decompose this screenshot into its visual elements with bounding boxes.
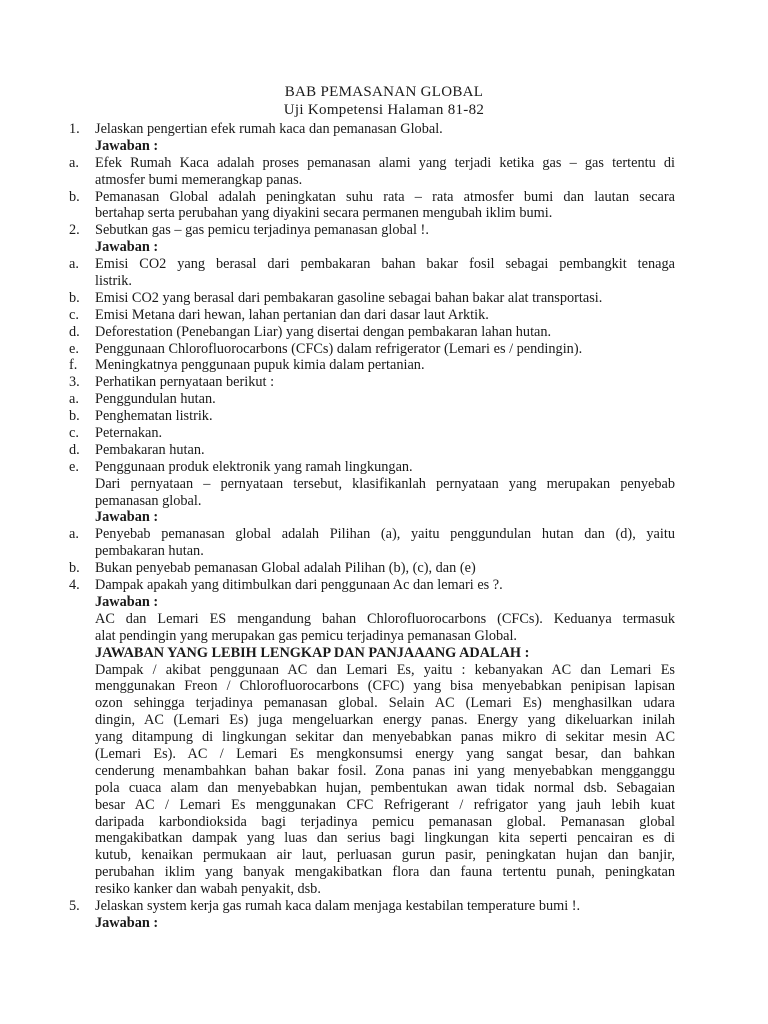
list-marker: b. (69, 560, 80, 577)
document-line (0, 628, 768, 645)
line-text: pemanasan global. (95, 492, 202, 509)
line-text: Jelaskan pengertian efek rumah kaca dan pemanasan Global. (95, 121, 443, 137)
line-text: pola cuaca alam dan menyebabkan hujan, pembentukan awan tidak normal dsb. Sebagaian (95, 779, 675, 796)
line-text: Perhatikan pernyataan berikut : (95, 374, 275, 391)
document-line (0, 780, 768, 797)
document-line (0, 915, 768, 932)
document-line (0, 594, 768, 611)
line-text: cenderung menambahkan bahan bakar fosil. Zona panas ini yang menyebabkan mengganggu (95, 762, 675, 779)
answer-heading: Jawaban : (95, 509, 159, 526)
document-line (0, 797, 768, 814)
line-text: Dari pernyataan – pernyataan tersebut, klasifikanlah pernyataan yang merupakan penyebab (95, 475, 675, 492)
document-line (0, 256, 768, 273)
document-line (0, 712, 768, 729)
list-marker: e. (69, 458, 79, 475)
document-line (0, 459, 768, 476)
document-line (0, 189, 768, 206)
line-text: dingin, AC (Lemari Es) juga mengeluarkan energy panas. Energy yang dikeluarkan inilah (95, 712, 675, 729)
document-line (0, 814, 768, 831)
line-text: Penggunaan produk elektronik yang ramah lingkungan. (95, 458, 413, 475)
line-text: Pembakaran hutan. (95, 441, 205, 458)
document-line (0, 324, 768, 341)
answer-heading: JAWABAN YANG LEBIH LENGKAP DAN PANJAAANG ADALAH : (95, 644, 530, 661)
line-text: Penggundulan hutan. (95, 391, 216, 408)
document-line (0, 509, 768, 526)
document-line (0, 476, 768, 493)
list-marker: 5. (69, 897, 80, 914)
line-text: Pemanasan Global adalah peningkatan suhu rata – rata atmosfer bumi dan lautan secara (95, 188, 675, 205)
page-title: BAB PEMASANAN GLOBAL (284, 84, 484, 100)
list-marker: b. (69, 188, 80, 205)
list-marker: d. (69, 323, 80, 340)
document-line (0, 155, 768, 172)
line-text: Penggunaan Chlorofluorocarbons (CFCs) dalam refrigerator (Lemari es / pendingin). (95, 340, 583, 357)
document-line (0, 273, 768, 290)
document-line (0, 662, 768, 679)
document-line (0, 425, 768, 442)
line-text: (Lemari Es). AC / Lemari Es mengkonsumsi energy yang sangat besar, dan bahkan (95, 745, 675, 762)
document-line (0, 560, 768, 577)
document-line (0, 374, 768, 391)
line-text: listrik. (95, 273, 132, 290)
document-line (0, 222, 768, 239)
list-marker: 1. (69, 121, 80, 137)
answer-heading: Jawaban : (95, 137, 159, 154)
line-text: Dampak apakah yang ditimbulkan dari penggunaan Ac dan lemari es ?. (95, 577, 503, 594)
document-line (0, 864, 768, 881)
line-text: AC dan Lemari ES mengandung bahan Chlorofluorocarbons (CFCs). Keduanya termasuk (95, 610, 675, 627)
line-text: Deforestation (Penebangan Liar) yang disertai dengan pembakaran lahan hutan. (95, 323, 552, 340)
line-text: alat pendingin yang merupakan gas pemicu terjadinya pemanasan Global. (95, 627, 518, 644)
document-line (0, 881, 768, 898)
list-marker: 2. (69, 222, 80, 239)
line-text: Meningkatnya penggunaan pupuk kimia dalam pertanian. (95, 357, 425, 374)
document-line (0, 898, 768, 915)
document-line (0, 121, 768, 138)
document-line (0, 577, 768, 594)
line-text: menggunakan Freon / Chlorofluorocarbons (CFC) yang bisa menyebabkan penipisan lapisan (95, 678, 675, 695)
list-marker: a. (69, 256, 79, 273)
line-text: bertahap serta perubahan yang diyakini secara permanen mengubah iklim bumi. (95, 205, 553, 222)
answer-heading: Jawaban : (95, 239, 159, 256)
document-line (0, 678, 768, 695)
list-marker: e. (69, 340, 79, 357)
answer-heading: Jawaban : (95, 593, 159, 610)
document-body (0, 121, 768, 932)
line-text: mengakibatkan dampak yang luas dan serius bagi lingkungan kita seperti pencairan es di (95, 830, 675, 847)
document-line (0, 357, 768, 374)
list-marker: b. (69, 408, 80, 425)
document-line (0, 239, 768, 256)
list-marker: b. (69, 289, 80, 306)
document-line (0, 543, 768, 560)
line-text: besar AC / Lemari Es menggunakan CFC Refrigerant / refrigator yang jauh lebih kuat (95, 796, 675, 813)
line-text: ozon sehingga terjadinya pemanasan global. Selain AC (Lemari Es) menghasilkan udara (95, 695, 675, 712)
line-text: Penghematan listrik. (95, 408, 213, 425)
document-line (0, 493, 768, 510)
document-line (0, 695, 768, 712)
document-line (0, 138, 768, 155)
line-text: Emisi Metana dari hewan, lahan pertanian dan dari dasar laut Arktik. (95, 306, 489, 323)
line-text: Jelaskan system kerja gas rumah kaca dalam menjaga kestabilan temperature bumi !. (95, 897, 581, 914)
document-line (0, 746, 768, 763)
list-marker: c. (69, 306, 79, 323)
list-marker: 4. (69, 577, 80, 594)
document-line (0, 611, 768, 628)
line-text: Penyebab pemanasan global adalah Pilihan (a), yaitu penggundulan hutan dan (d), yaitu (95, 526, 675, 543)
document-line (0, 645, 768, 662)
line-text: Emisi CO2 yang berasal dari pembakaran gasoline sebagai bahan bakar alat transportasi. (95, 289, 603, 306)
list-marker: a. (69, 391, 79, 408)
line-text: daripada karbondioksida bagi terjadinya pemicu pemanasan global. Pemanasan global (95, 813, 675, 830)
line-text: Efek Rumah Kaca adalah proses pemanasan alami yang terjadi ketika gas – gas tertentu di (95, 154, 675, 171)
document-line (0, 408, 768, 425)
line-text: yang ditampung di lingkungan sekitar dan menyebabkan panas mikro di sekitar mesin AC (95, 729, 675, 746)
document-line (0, 830, 768, 847)
list-marker: a. (69, 526, 79, 543)
document-line (0, 391, 768, 408)
page-subtitle: Uji Kompetensi Halaman 81-82 (283, 102, 485, 118)
line-text: atmosfer bumi memerangkap panas. (95, 171, 303, 188)
list-marker: d. (69, 441, 80, 458)
document-line (0, 729, 768, 746)
document-line (0, 290, 768, 307)
line-text: Bukan penyebab pemanasan Global adalah Pilihan (b), (c), dan (e) (95, 560, 476, 577)
document-line (0, 763, 768, 780)
line-text: perubahan iklim yang banyak mengakibatkan flora dan fauna tertentu punah, peningkatan (95, 864, 675, 881)
list-marker: f. (69, 357, 78, 374)
document-line (0, 847, 768, 864)
list-marker: c. (69, 425, 79, 442)
line-text: Emisi CO2 yang berasal dari pembakaran bahan bakar fosil sebagai pembangkit tenaga (95, 256, 675, 273)
answer-heading: Jawaban : (95, 914, 159, 931)
document-line (0, 307, 768, 324)
document-line (0, 341, 768, 358)
document-line (0, 205, 768, 222)
list-marker: 3. (69, 374, 80, 391)
document-line (0, 526, 768, 543)
list-marker: a. (69, 154, 79, 171)
document-line (0, 172, 768, 189)
document-line (0, 442, 768, 459)
line-text: kutub, kenaikan permukaan air laut, perluasan gurun pasir, peningkatan hujan dan banjir, (95, 847, 675, 864)
line-text: Dampak / akibat penggunaan AC dan Lemari Es, yaitu : kebanyakan AC dan Lemari Es (95, 661, 675, 678)
line-text: Peternakan. (95, 425, 163, 442)
line-text: Sebutkan gas – gas pemicu terjadinya pemanasan global !. (95, 222, 429, 239)
line-text: pembakaran hutan. (95, 543, 204, 560)
line-text: resiko kanker dan wabah penyakit, dsb. (95, 881, 321, 898)
